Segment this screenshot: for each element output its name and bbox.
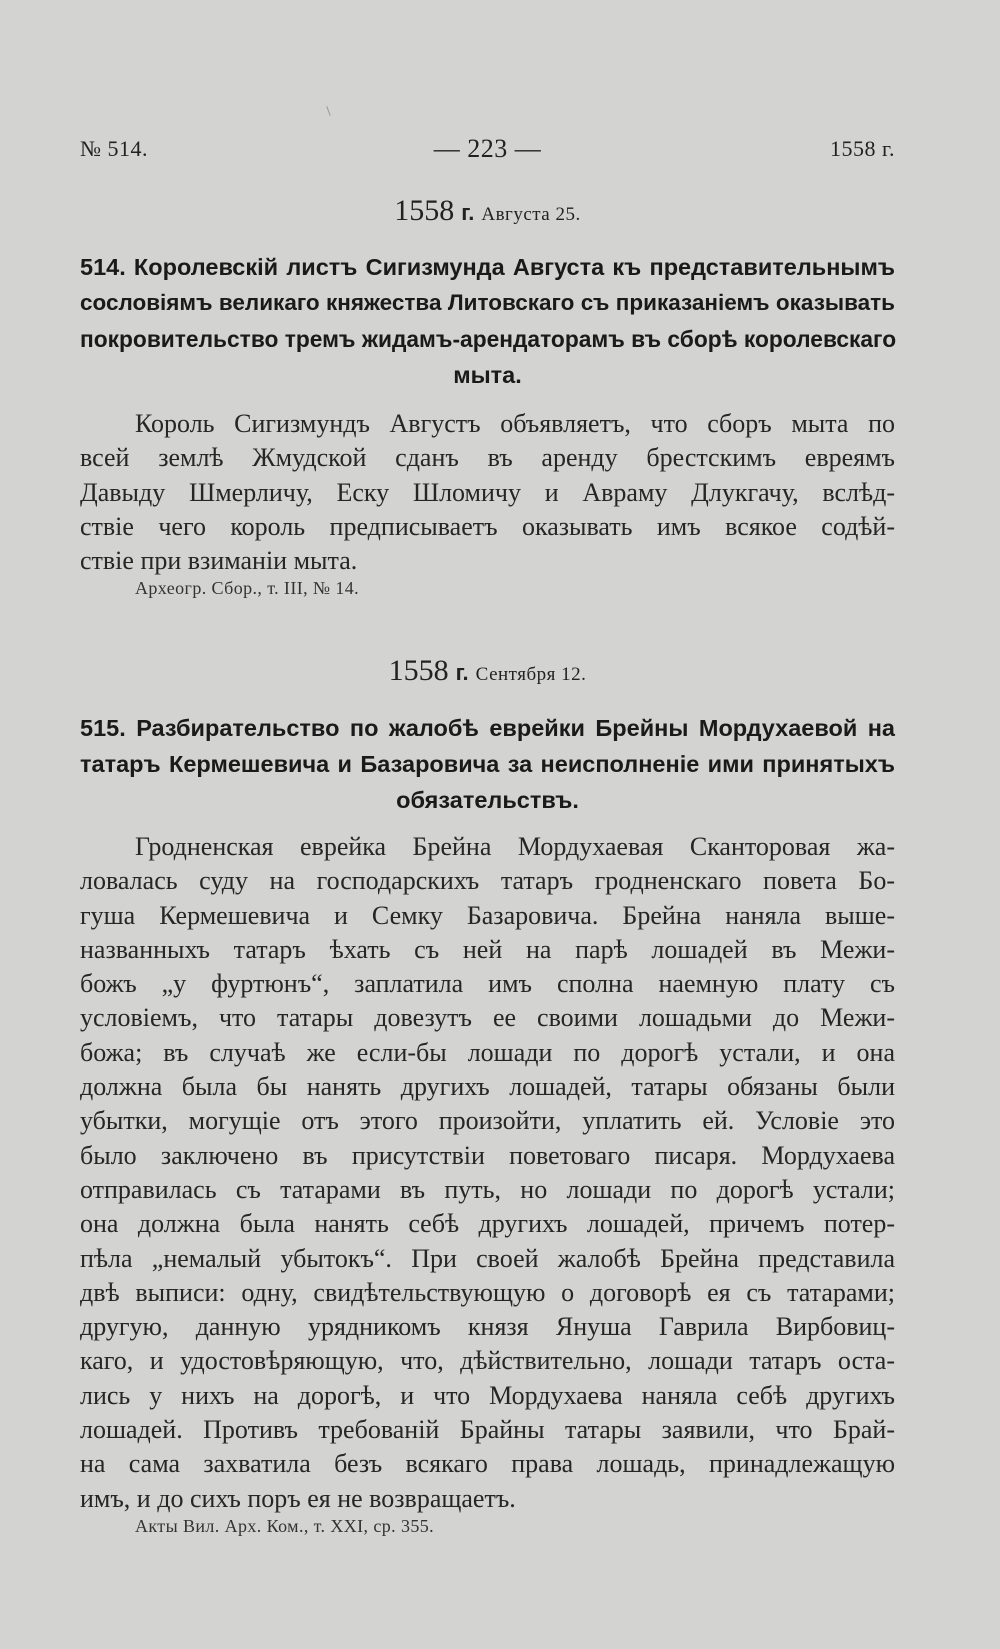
body-line: имъ, и до сихъ поръ ея не возвращаетъ. — [80, 1483, 516, 1513]
body-line: Давыду Шмерличу, Еску Шломичу и Авраму Длукгачу, вслѣд- — [80, 477, 895, 507]
body-line: названныхъ татаръ ѣхать съ ней на парѣ лошадей въ Межи- — [80, 934, 895, 964]
date-month-day: Сентября 12. — [475, 664, 587, 685]
body-line: убытки, могущіе отъ этого произойти, уплатить ей. Условіе это — [80, 1106, 895, 1136]
body-line: божъ „у фуртюнъ“, заплатила имъ сполна наемную плату съ — [80, 969, 895, 999]
date-line-514 — [80, 194, 895, 228]
page-number: — 223 — — [433, 134, 542, 163]
body-line: пѣла „немалый убытокъ“. При своей жалобѣ Брейна представила — [80, 1243, 895, 1273]
date-month-day: Августа 25. — [481, 204, 581, 225]
date-year: 1558 — [388, 654, 449, 687]
heading-line: татаръ Кермешевича и Базаровича за неисполненіе ими принятыхъ — [80, 751, 895, 777]
body-line: лись у нихъ на дорогѣ, и что Мордухаева наняла себѣ другихъ — [80, 1380, 895, 1410]
heading-line: сословіямъ великаго княжества Литовскаго съ приказаніемъ оказывать — [80, 290, 895, 315]
body-515 — [80, 830, 895, 1516]
heading-515 — [80, 710, 895, 818]
body-line: Гродненская еврейка Брейна Мордухаевая Сканторовая жа- — [135, 832, 895, 861]
running-year: 1558 г. — [829, 136, 895, 161]
heading-line: 514. Королевскій листъ Сигизмунда Августа къ представительнымъ — [80, 254, 895, 280]
citation-515: Акты Вил. Арх. Ком., т. XXI, ср. 355. — [135, 1516, 435, 1536]
body-line: лошадей. Противъ требованій Брайны татары заявили, что Брай- — [80, 1415, 895, 1445]
body-line: ствіе чего король предписываетъ оказывать имъ всякое содѣй- — [80, 511, 895, 541]
heading-line: 515. Разбирательство по жалобѣ еврейки Брейны Мордухаевой на — [80, 715, 895, 741]
date-g: г. — [455, 660, 469, 685]
body-line: условіемъ, что татары довезутъ ее своими лошадьми до Межи- — [80, 1003, 895, 1033]
body-line: Король Сигизмундъ Августъ объявляетъ, что сборъ мыта по — [135, 409, 895, 438]
heading-514 — [80, 249, 895, 393]
body-line: всей землѣ Жмудской сданъ въ аренду брестскимъ евреямъ — [80, 443, 895, 473]
running-head — [80, 136, 895, 170]
body-line: божа; въ случаѣ же если-бы лошади по дорогѣ устали, и она — [80, 1037, 895, 1067]
body-line: отправилась съ татарами въ путь, но лошади по дорогѣ устали; — [80, 1174, 895, 1204]
document-number: № 514. — [80, 136, 148, 161]
body-line: должна была бы нанять другихъ лошадей, татары обязаны были — [80, 1072, 895, 1102]
body-line: ствіе при взиманіи мыта. — [80, 546, 358, 576]
body-line: другую, данную урядникомъ князя Януша Гаврила Вирбовиц- — [80, 1312, 895, 1342]
heading-line: покровительство тремъ жидамъ-арендаторамъ въ сборѣ королевскаго — [80, 326, 897, 352]
body-line: гуша Кермешевича и Семку Базаровича. Брейна наняла выше- — [80, 900, 895, 930]
body-line: она должна была нанять себѣ другихъ лошадей, причемъ потер- — [80, 1209, 895, 1239]
body-514 — [80, 407, 895, 578]
body-line: каго, и удостовѣряющую, что, дѣйствительно, лошади татаръ оста- — [80, 1346, 895, 1376]
date-line-515 — [80, 654, 895, 688]
date-year: 1558 — [394, 194, 455, 227]
citation-514: Археогр. Сбор., т. III, № 14. — [135, 578, 360, 598]
heading-line: мыта. — [453, 362, 522, 388]
body-line: было заключено въ присутствіи поветоваго писаря. Мордухаева — [80, 1140, 895, 1170]
body-line: ловалась суду на господарскихъ татаръ гродненскаго повета Бо- — [80, 866, 895, 896]
date-g: г. — [461, 200, 475, 225]
heading-line: обязательствъ. — [396, 787, 579, 813]
body-line: двѣ выписи: одну, свидѣтельствующую о договорѣ ея съ татарами; — [80, 1277, 895, 1307]
body-line: на сама захватила безъ всякаго права лошадь, принадлежащую — [80, 1449, 895, 1479]
scan-mark — [326, 106, 330, 116]
